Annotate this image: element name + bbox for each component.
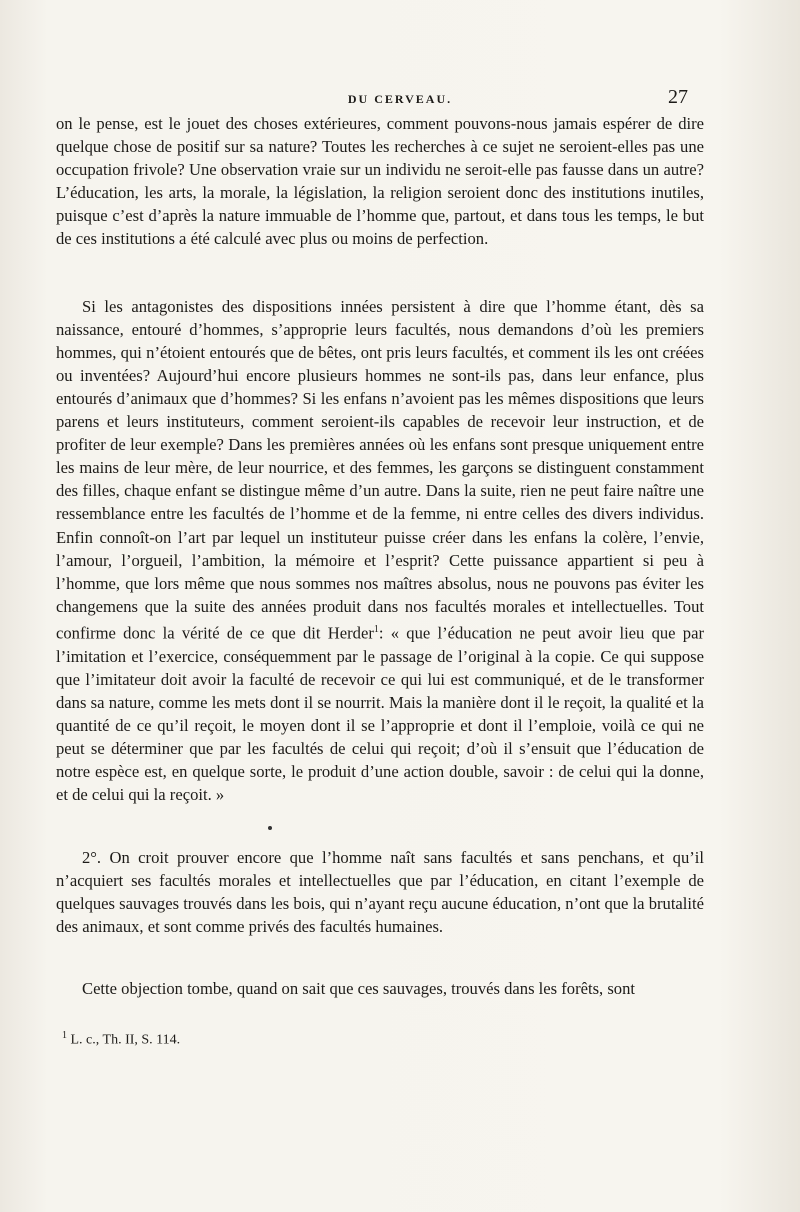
footnote-reference: 1 bbox=[373, 623, 379, 635]
page-number: 27 bbox=[668, 86, 688, 108]
footnote-marker: 1 bbox=[62, 1030, 67, 1041]
paragraph-1: on le pense, est le jouet des choses extérieures, comment pouvons-nous jamais espérer de dire quelque chose de positif sur sa nature? Toutes les recherches à ce sujet ne seroient-elles pas une occupation frivole? Une observation vraie sur un individu ne seroit-elle pas fausse dans un autre? L’éducation, les arts, la morale, la législation, la religion seroient donc des institutions inutiles, puisque c’est d’après la nature immuable de l’homme que, partout, et dans tous les temps, le but de ces institutions a été calculé avec plus ou moins de perfection. bbox=[56, 114, 704, 249]
footnote bbox=[62, 1030, 180, 1049]
footnote-text: L. c., Th. II, S. 114. bbox=[70, 1032, 181, 1048]
paragraph-4: Cette objection tombe, quand on sait que ces sauvages, trouvés dans les forêts, sont bbox=[82, 978, 635, 998]
body-text bbox=[56, 112, 704, 1000]
paragraph-3: 2°. On croit prouver encore que l’homme naît sans facultés et sans penchans, et qu’il n’acquiert ses facultés morales et intellectuelles que par l’éducation, en citant l’exemple de quelques sauvages trouvés dans les bois, qui n’ayant reçu aucune éducation, n’ont que la brutalité des animaux, et sont comme privés des facultés humaines. bbox=[56, 848, 704, 937]
herder-quote: : « que l’éducation ne peut avoir lieu que par l’imitation et l’exercice, conséquemment par le passage de l’original à la copie. Ce qui suppose que l’imitateur doit avoir la faculté de recevoir ce qui lui est communiqué, et de le transformer dans sa nature, comme les mets dont il se nourrit. Mais la manière dont il le reçoit, la qualité et la quantité de ce qu’il reçoit, le moyen dont il se l’approprie et dont il l’emploie, voilà ce qui ne peut se déterminer que par les facultés de celui qui reçoit; d’où il s’ensuit que l’éducation de notre espèce est, en quelque sorte, le produit d’une action double, savoir : de celui qui la donne, et de celui qui la reçoit. » bbox=[56, 623, 704, 805]
ink-dot bbox=[268, 826, 272, 830]
running-title: DU CERVEAU. bbox=[347, 92, 453, 106]
paragraph-2-text: Si les antagonistes des dispositions innées persistent à dire que l’homme étant, dès sa naissance, entouré d’hommes, s’approprie leurs facultés, nous demandons d’où les premiers hommes, qui n’étoient entourés que de bêtes, ont pris leurs facultés, et comment ils les ont créées ou inventées? Aujourd’hui encore plusieurs hommes ne sont-ils pas, dans leur enfance, plus entourés d’animaux que d’hommes? Si les enfans n’avoient pas les mêmes dispositions que leurs parens et leurs instituteurs, comment seroient-ils capables de recevoir leur instruction, et de profiter de leur exemple? Dans les premières années où les enfans sont presque uniquement entre les mains de leur mère, de leur nourrice, et des femmes, les garçons se distinguent constamment des filles, chaque enfant se distingue même d’un autre. Dans la suite, rien ne peut faire naître une ressemblance entre les facultés de l’homme et de la femme, ni entre celles des divers individus. Enfin connoît-on l’art par lequel un instituteur puisse créer dans les enfans la colère, l’envie, l’amour, l’orgueil, l’ambition, la mémoire et l’esprit? Cette puissance appartient si peu à l’homme, que lors même que nous sommes nos maîtres absolus, nous ne pouvons pas éviter les changemens que la suite des années produit dans nos facultés morales et intellectuelles. Tout confirme donc la vérité de ce que dit Herder bbox=[56, 296, 704, 643]
paragraph-2 bbox=[56, 295, 704, 807]
